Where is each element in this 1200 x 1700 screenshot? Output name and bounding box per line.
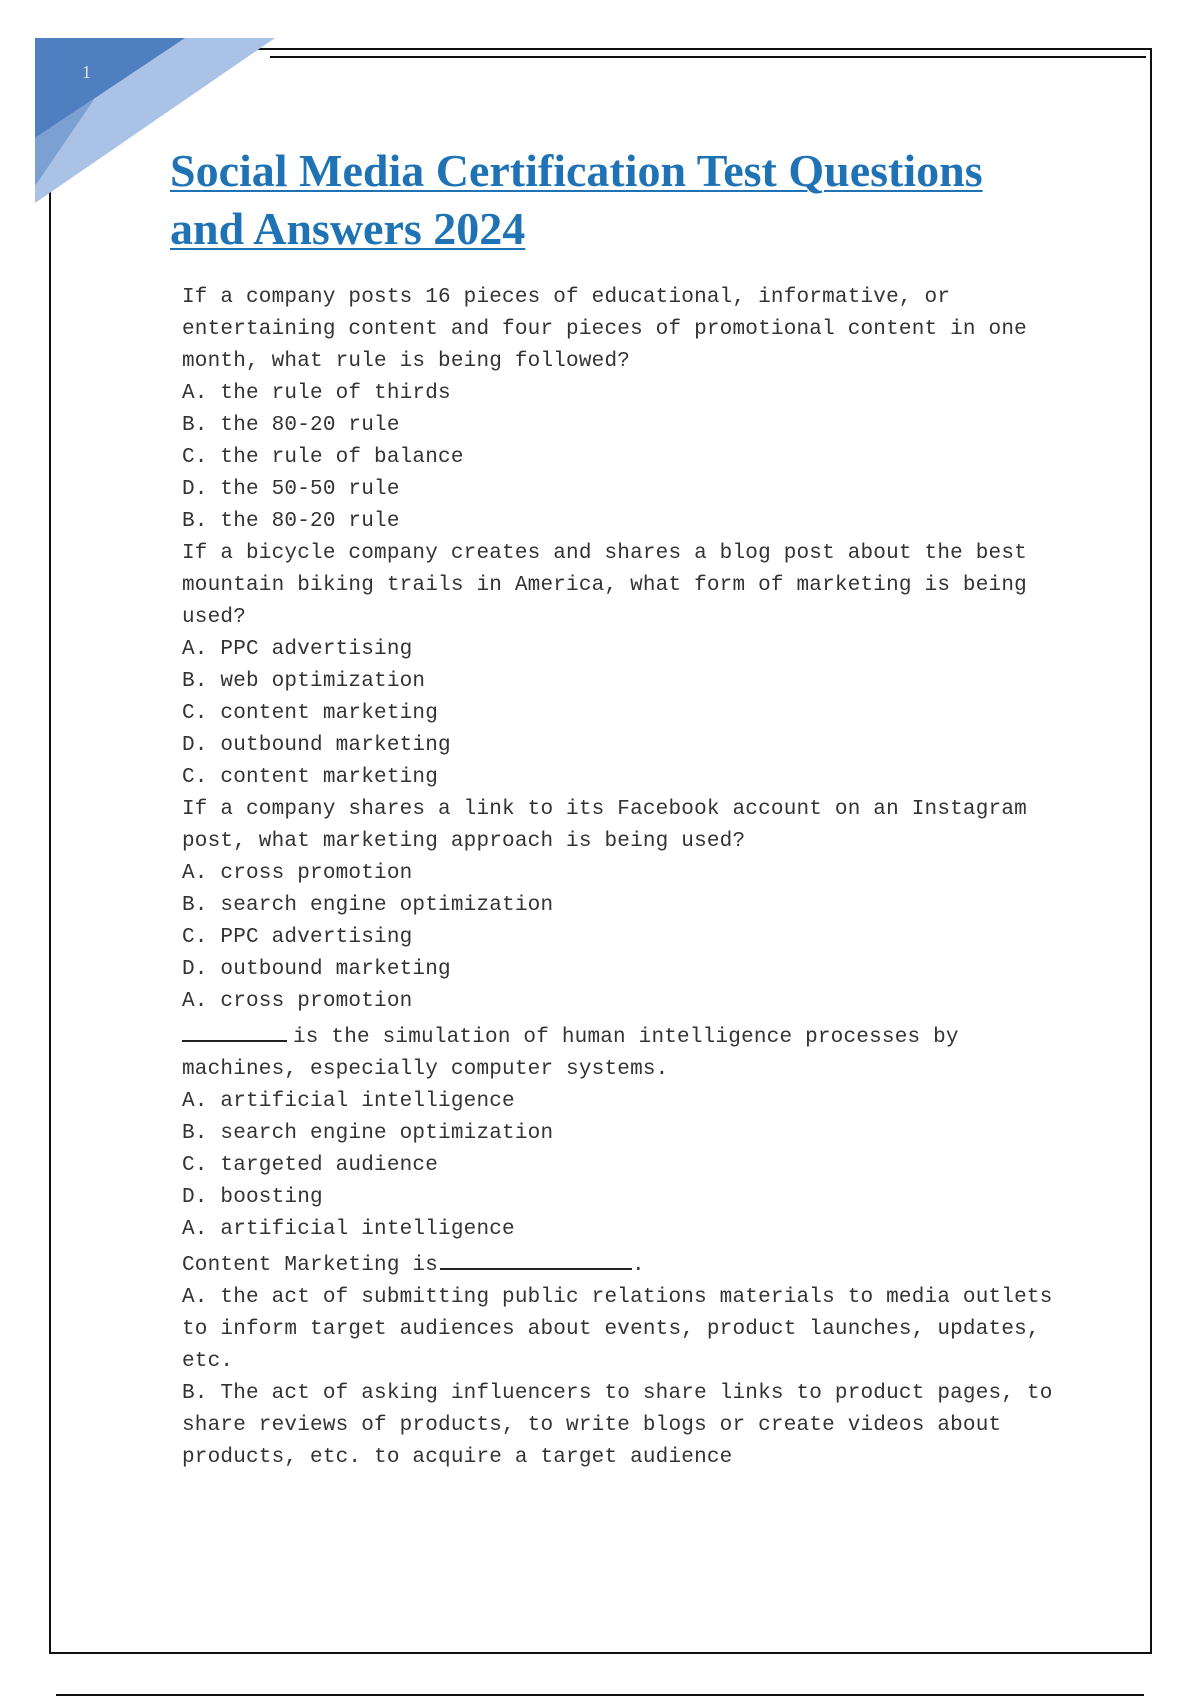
option: products, etc. to acquire a target audience bbox=[182, 1446, 733, 1469]
option: share reviews of products, to write blogs or create videos about bbox=[182, 1414, 1002, 1437]
fill-in-blank bbox=[182, 1018, 287, 1042]
option: C. the rule of balance bbox=[182, 446, 464, 469]
option: B. web optimization bbox=[182, 670, 426, 693]
question-line: month, what rule is being followed? bbox=[182, 350, 631, 373]
option: B. search engine optimization bbox=[182, 1122, 554, 1145]
page-number: 1 bbox=[82, 62, 91, 82]
answer: A. cross promotion bbox=[182, 990, 413, 1013]
question-line bbox=[182, 1246, 1032, 1282]
option: A. cross promotion bbox=[182, 862, 413, 885]
question-line: mountain biking trails in America, what form of marketing is being bbox=[182, 574, 1027, 597]
fill-in-blank bbox=[440, 1246, 632, 1270]
option: D. outbound marketing bbox=[182, 958, 451, 981]
option: B. search engine optimization bbox=[182, 894, 554, 917]
answer: B. the 80-20 rule bbox=[182, 510, 400, 533]
option: D. the 50-50 rule bbox=[182, 478, 400, 501]
question-line: machines, especially computer systems. bbox=[182, 1058, 669, 1081]
option: D. boosting bbox=[182, 1186, 323, 1209]
option: A. the act of submitting public relations materials to media outlets bbox=[182, 1286, 1053, 1309]
footer-rule bbox=[56, 1694, 1144, 1696]
question-line: entertaining content and four pieces of promotional content in one bbox=[182, 318, 1027, 341]
document-title bbox=[170, 142, 1070, 258]
question-line: If a company shares a link to its Facebook account on an Instagram bbox=[182, 798, 1027, 821]
question-line: If a bicycle company creates and shares a blog post about the best bbox=[182, 542, 1027, 565]
option: B. the 80-20 rule bbox=[182, 414, 400, 437]
answer: C. content marketing bbox=[182, 766, 439, 789]
option: to inform target audiences about events, product launches, updates, bbox=[182, 1318, 1040, 1341]
title-line-2: and Answers 2024 bbox=[170, 203, 526, 254]
option: B. The act of asking influencers to share links to product pages, to bbox=[182, 1382, 1053, 1405]
question-line: If a company posts 16 pieces of educational, informative, or bbox=[182, 286, 951, 309]
option: A. PPC advertising bbox=[182, 638, 413, 661]
question-line: post, what marketing approach is being used? bbox=[182, 830, 746, 853]
title-line-1: Social Media Certification Test Questions bbox=[170, 145, 983, 196]
option: C. PPC advertising bbox=[182, 926, 413, 949]
option: etc. bbox=[182, 1350, 234, 1373]
question-text: is the simulation of human intelligence processes by bbox=[293, 1026, 959, 1049]
question-text: Content Marketing is bbox=[182, 1254, 439, 1277]
question-suffix: . bbox=[632, 1254, 645, 1277]
option: A. the rule of thirds bbox=[182, 382, 451, 405]
question-line bbox=[182, 1018, 1032, 1054]
option: A. artificial intelligence bbox=[182, 1090, 515, 1113]
option: C. content marketing bbox=[182, 702, 439, 725]
option: D. outbound marketing bbox=[182, 734, 451, 757]
header-rule bbox=[270, 56, 1146, 58]
question-line: used? bbox=[182, 606, 247, 629]
question-list bbox=[182, 282, 1053, 1474]
option: C. targeted audience bbox=[182, 1154, 439, 1177]
answer: A. artificial intelligence bbox=[182, 1218, 515, 1241]
